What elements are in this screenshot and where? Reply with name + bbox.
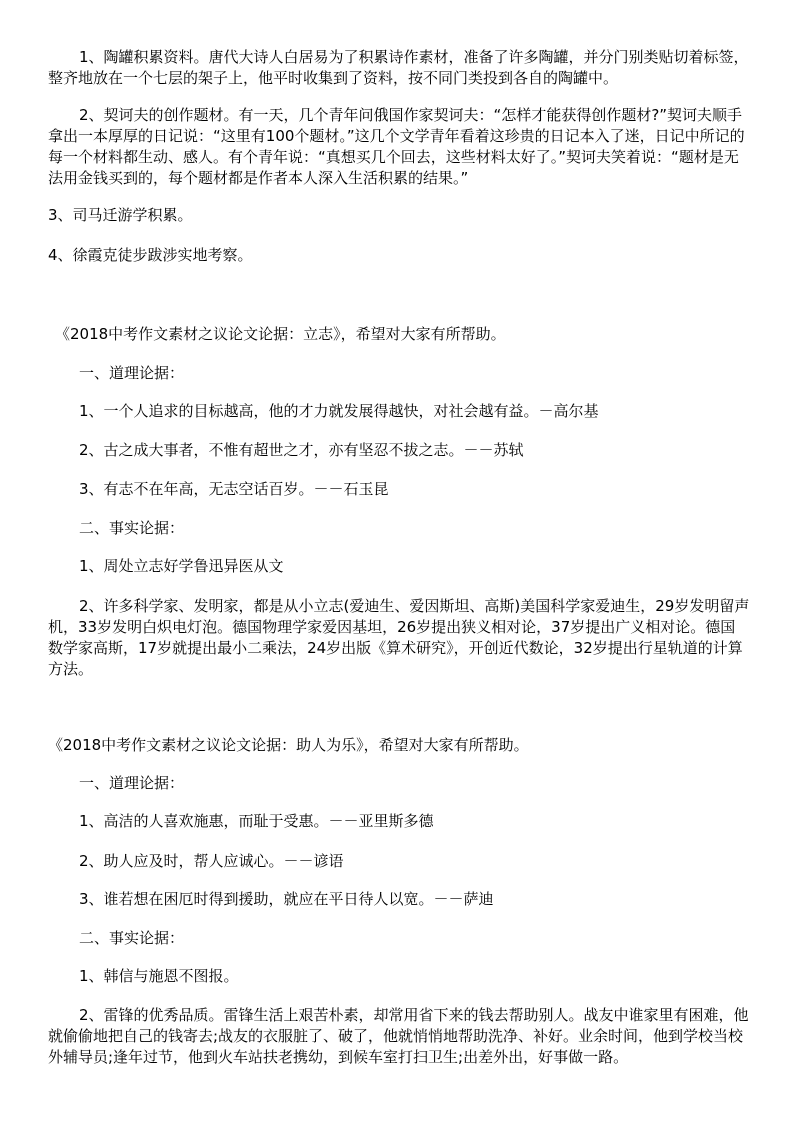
paragraph-xu-xiake: 4、徐霞克徒步跋涉实地考察。	[48, 246, 253, 264]
fact-zhou-chu-lu-xun: 1、周处立志好学鲁迅异医从文	[79, 557, 284, 575]
paragraph-pottery-jars: 1、陶罐积累资料。唐代大诗人白居易为了积累诗作素材，准备了许多陶罐，并分门别类贴切着标签，整齐地放在一个七层的架子上，他平时收集到了资料，按不同门类投到各自的陶罐中。	[48, 48, 749, 87]
section-intro-ambition: 《2018中考作文素材之议论文论据：立志》，希望对大家有所帮助。	[55, 325, 506, 343]
fact-han-xin: 1、韩信与施恩不图报。	[79, 967, 239, 985]
fact-scientists-ambition: 2、许多科学家、发明家，都是从小立志(爱迪生、爱因斯坦、高斯)美国科学家爱迪生，29岁发明留声机，33岁发明白炽电灯泡。德国物理学家爱因基坦，26岁提出狭义相对论，37岁提出广义相对论。德国数学家高斯，17岁就提出最小二乘法，24岁出版《算术研究》，开创近代数论，32岁提出行星轨道的计算方法。	[48, 597, 750, 678]
quote-gorky: 1、一个人追求的目标越高，他的才力就发展得越快，对社会越有益。－高尔基	[79, 402, 599, 420]
quote-saadi: 3、谁若想在困厄时得到援助，就应在平日待人以宽。－－萨迪	[79, 890, 494, 908]
fact-lei-feng: 2、雷锋的优秀品质。雷锋生活上艰苦朴素，却常用省下来的钱去帮助别人。战友中谁家里有困难，他就偷偷地把自己的钱寄去;战友的衣服脏了、破了，他就悄悄地帮助洗净、补好。业余时间，他到学校当校外辅导员;逢年过节，他到火车站扶老携幼，到候车室打扫卫生;出差外出，好事做一路。	[48, 1006, 749, 1066]
section-intro-helping: 《2018中考作文素材之议论文论据：助人为乐》，希望对大家有所帮助。	[48, 736, 529, 754]
paragraph-chekhov-material: 2、契诃夫的创作题材。有一天，几个青年问俄国作家契诃夫：“怎样才能获得创作题材?”契诃夫顺手拿出一本厚厚的日记说：“这里有100个题材。”这几个文学青年看着这珍贵的日记本入了迷，日记中所记的每一个材料都生动、感人。有个青年说：“真想买几个回去，这些材料太好了。”契诃夫笑着说：“题材是无法用金钱买到的，每个题材都是作者本人深入生活积累的结果。”	[48, 106, 745, 187]
heading-fact-evidence-2: 二、事实论据：	[79, 929, 185, 947]
heading-reason-evidence: 一、道理论据：	[79, 364, 185, 382]
heading-fact-evidence: 二、事实论据：	[79, 519, 185, 537]
quote-su-shi: 2、古之成大事者，不惟有超世之才，亦有坚忍不拔之志。－－苏轼	[79, 441, 524, 459]
quote-aristotle: 1、高洁的人喜欢施惠，而耻于受惠。－－亚里斯多德	[79, 812, 434, 830]
paragraph-sima-qian: 3、司马迁游学积累。	[48, 206, 193, 224]
quote-proverb: 2、助人应及时，帮人应诚心。－－谚语	[79, 852, 344, 870]
quote-shi-yukun: 3、有志不在年高，无志空话百岁。－－石玉昆	[79, 480, 389, 498]
heading-reason-evidence-2: 一、道理论据：	[79, 774, 185, 792]
